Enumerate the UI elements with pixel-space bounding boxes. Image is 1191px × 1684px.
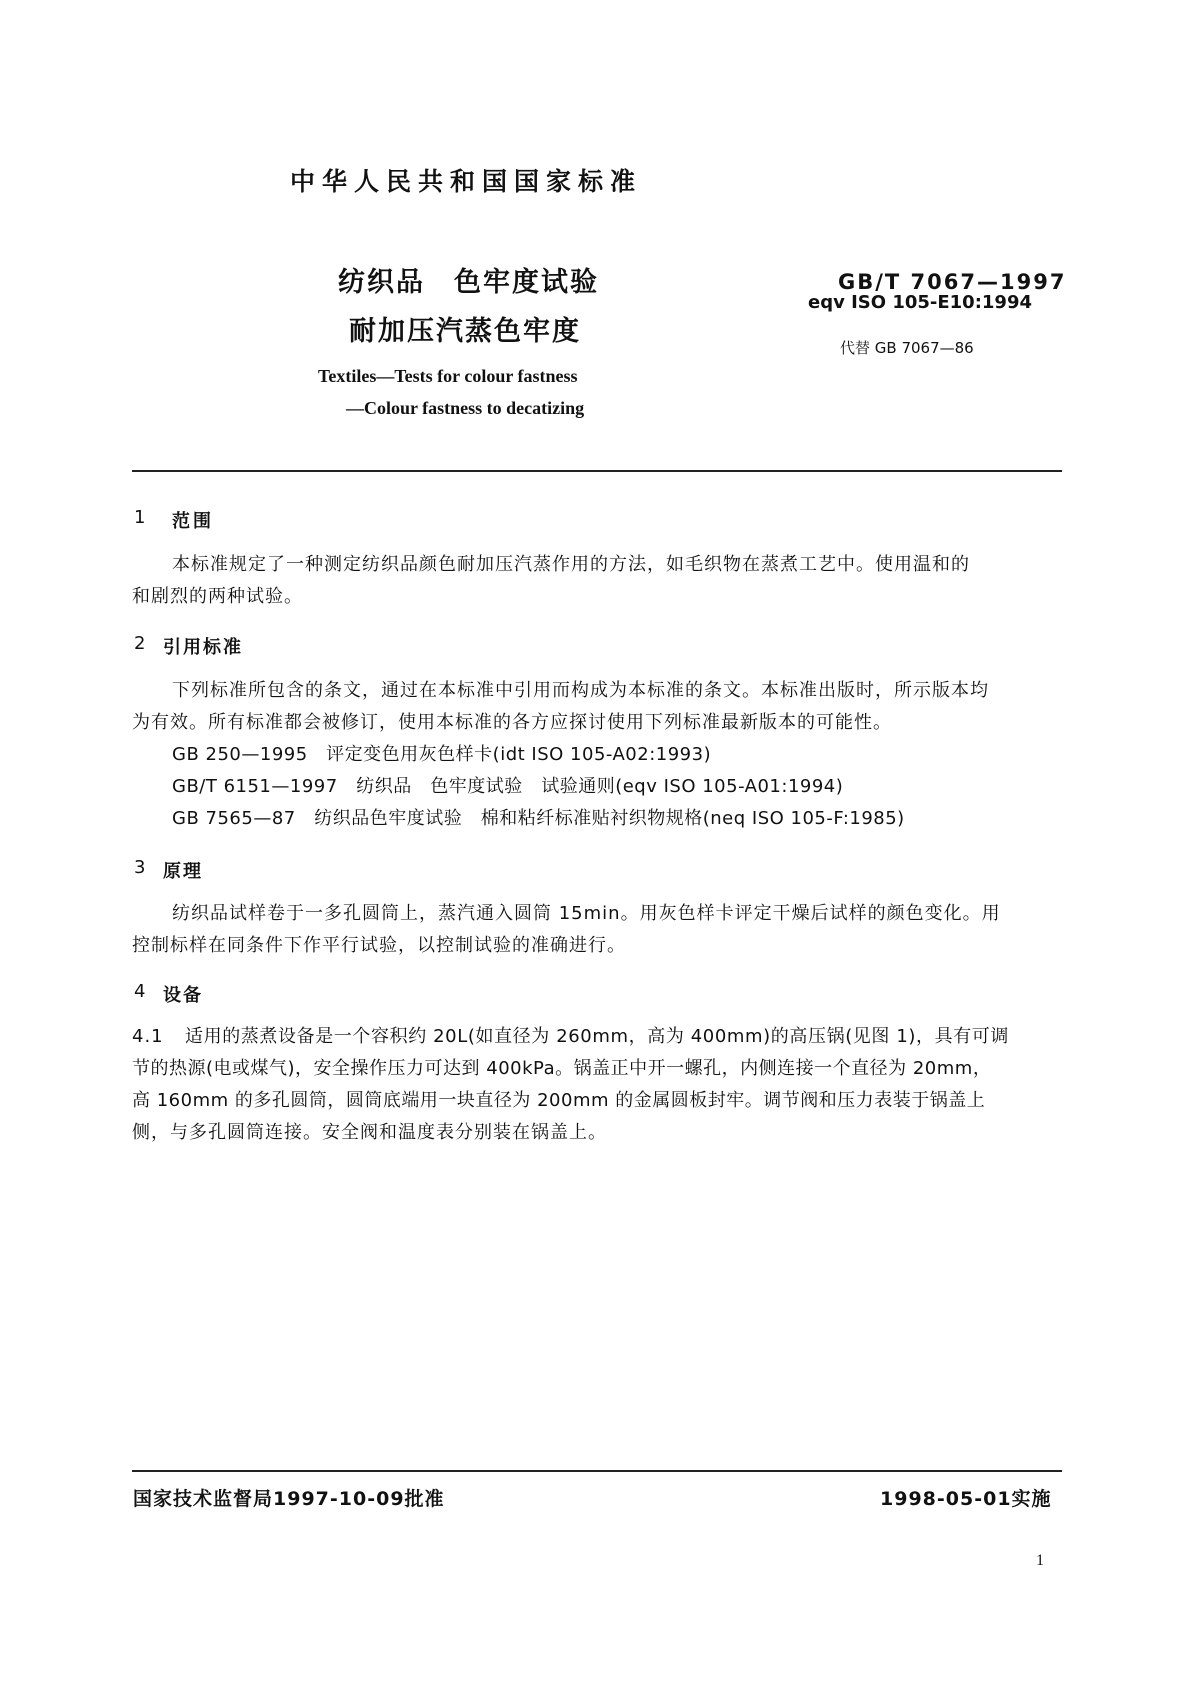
section-2-line-2: 为有效。所有标准都会被修订，使用本标准的各方应探讨使用下列标准最新版本的可能性。 bbox=[132, 712, 892, 733]
standard-code: GB/T 7067—1997 bbox=[838, 270, 1067, 294]
national-standard-title: 中华人民共和国国家标准 bbox=[290, 167, 643, 196]
clause-4-1-line-3: 高 160mm 的多孔圆筒，圆筒底端用一块直径为 200mm 的金属圆板封牢。调节阀和压力表装于锅盖上 bbox=[132, 1090, 986, 1111]
clause-4-1-line-2: 节的热源(电或煤气)，安全操作压力可达到 400kPa。锅盖正中开一螺孔，内侧连接一个直径为 20mm， bbox=[132, 1058, 992, 1079]
section-4-heading: 设备 bbox=[163, 985, 203, 1006]
section-3-line-2: 控制标样在同条件下作平行试验，以控制试验的准确进行。 bbox=[132, 935, 626, 956]
chinese-title-line-2: 耐加压汽蒸色牢度 bbox=[349, 316, 581, 347]
section-3-number: 3 bbox=[134, 857, 146, 878]
replaces-standard: 代替 GB 7067—86 bbox=[840, 339, 974, 357]
clause-4-1-line-4: 侧，与多孔圆筒连接。安全阀和温度表分别装在锅盖上。 bbox=[132, 1122, 607, 1143]
reference-item: GB/T 6151—1997 纺织品 色牢度试验 试验通则(eqv ISO 105-A01:1994) bbox=[172, 776, 844, 797]
section-1-line-2: 和剧烈的两种试验。 bbox=[132, 586, 303, 607]
section-2-heading: 引用标准 bbox=[163, 637, 243, 658]
section-4-number: 4 bbox=[134, 981, 146, 1002]
section-3-line-1: 纺织品试样卷于一多孔圆筒上，蒸汽通入圆筒 15min。用灰色样卡评定干燥后试样的颜色变化。用 bbox=[172, 903, 1001, 924]
footer-divider bbox=[132, 1470, 1062, 1472]
effective-date: 1998-05-01实施 bbox=[880, 1488, 1052, 1510]
approval-info: 国家技术监督局1997-10-09批准 bbox=[133, 1488, 445, 1510]
section-1-line-1: 本标准规定了一种测定纺织品颜色耐加压汽蒸作用的方法，如毛织物在蒸煮工艺中。使用温和的 bbox=[172, 554, 970, 575]
iso-equivalence: eqv ISO 105-E10:1994 bbox=[808, 292, 1033, 313]
section-1-number: 1 bbox=[134, 507, 146, 528]
section-3-heading: 原理 bbox=[163, 861, 203, 882]
section-1-heading: 范围 bbox=[172, 511, 214, 532]
clause-4-1-line-1: 适用的蒸煮设备是一个容积约 20L(如直径为 260mm，高为 400mm)的高压锅(见图 1)，具有可调 bbox=[185, 1026, 1010, 1047]
header-divider bbox=[132, 470, 1062, 472]
english-title-line-1: Textiles—Tests for colour fastness bbox=[318, 366, 578, 386]
reference-item: GB 7565—87 纺织品色牢度试验 棉和粘纤标准贴衬织物规格(neq ISO 105-F:1985) bbox=[172, 808, 905, 829]
page-number: 1 bbox=[1036, 1552, 1044, 1569]
reference-item: GB 250—1995 评定变色用灰色样卡(idt ISO 105-A02:1993) bbox=[172, 744, 712, 765]
english-title-line-2: —Colour fastness to decatizing bbox=[346, 398, 585, 418]
clause-4-1-number: 4.1 bbox=[132, 1026, 164, 1047]
chinese-title-line-1: 纺织品 色牢度试验 bbox=[338, 267, 599, 298]
section-2-line-1: 下列标准所包含的条文，通过在本标准中引用而构成为本标准的条文。本标准出版时，所示版本均 bbox=[172, 680, 989, 701]
section-2-number: 2 bbox=[134, 633, 146, 654]
